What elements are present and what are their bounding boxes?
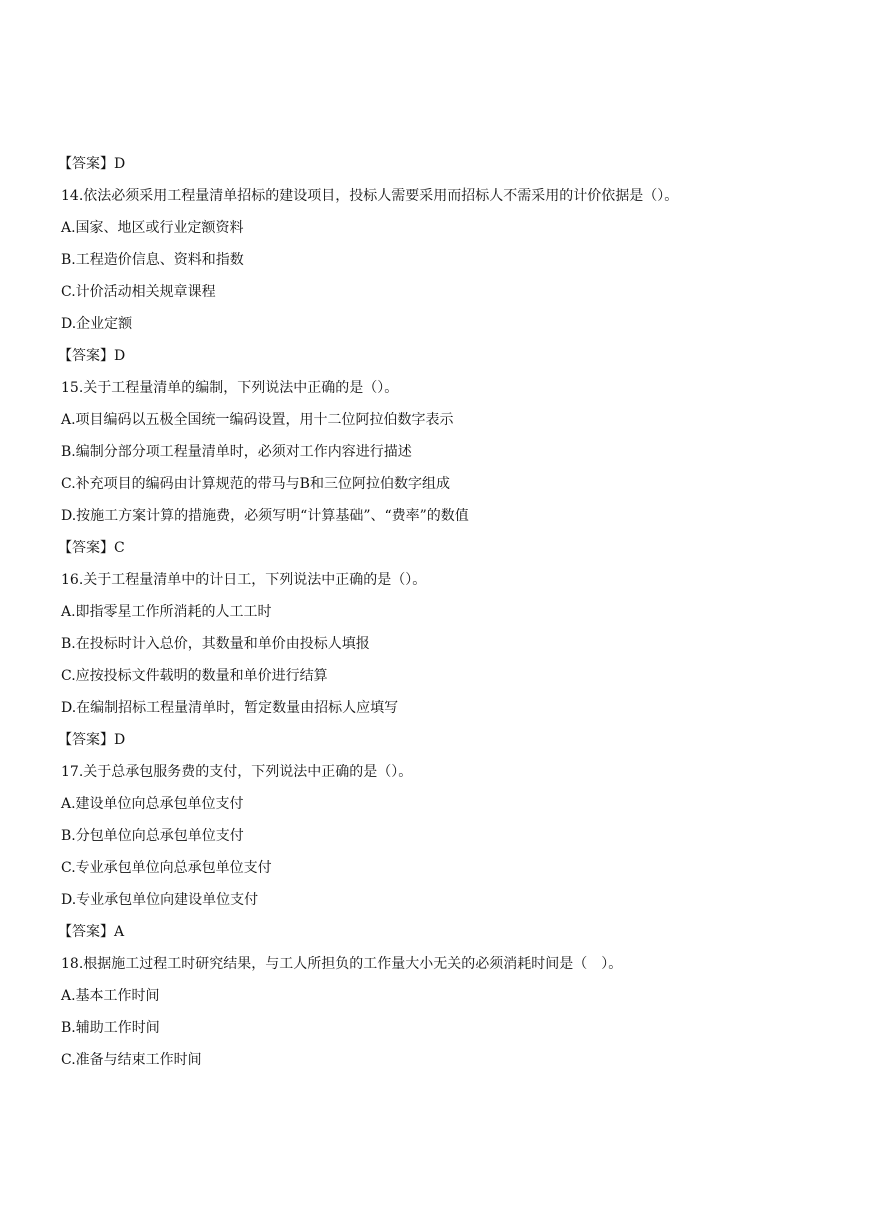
answer-line: 【答案】D bbox=[58, 732, 126, 748]
option-line: D.专业承包单位向建设单位支付 bbox=[61, 892, 259, 908]
option-line: A.即指零星工作所消耗的人工工时 bbox=[61, 604, 272, 620]
question-18: 18.根据施工过程工时研究结果，与工人所担负的工作量大小无关的必须消耗时间是（ ）。 bbox=[61, 956, 623, 972]
option-line: B.分包单位向总承包单位支付 bbox=[61, 828, 244, 844]
question-17: 17.关于总承包服务费的支付，下列说法中正确的是（）。 bbox=[61, 764, 413, 780]
option-line: D.按施工方案计算的措施费，必须写明“计算基础”、“费率”的数值 bbox=[61, 508, 469, 524]
option-line: B.工程造价信息、资料和指数 bbox=[61, 252, 244, 268]
answer-line: 【答案】D bbox=[58, 348, 126, 364]
option-line: C.计价活动相关规章课程 bbox=[61, 284, 216, 300]
option-line: C.补充项目的编码由计算规范的带马与B和三位阿拉伯数字组成 bbox=[61, 476, 450, 492]
option-line: B.编制分部分项工程量清单时，必须对工作内容进行描述 bbox=[61, 444, 412, 460]
option-line: C.准备与结束工作时间 bbox=[61, 1052, 202, 1068]
option-line: B.在投标时计入总价，其数量和单价由投标人填报 bbox=[61, 636, 370, 652]
option-line: B.辅助工作时间 bbox=[61, 1020, 160, 1036]
option-line: A.基本工作时间 bbox=[61, 988, 160, 1004]
answer-line: 【答案】C bbox=[58, 540, 125, 556]
option-line: D.企业定额 bbox=[61, 316, 133, 332]
answer-line: 【答案】A bbox=[58, 924, 125, 940]
question-16: 16.关于工程量清单中的计日工，下列说法中正确的是（）。 bbox=[61, 572, 427, 588]
answer-line: 【答案】D bbox=[58, 156, 126, 172]
question-15: 15.关于工程量清单的编制，下列说法中正确的是（）。 bbox=[61, 380, 399, 396]
option-line: C.专业承包单位向总承包单位支付 bbox=[61, 860, 272, 876]
option-line: C.应按投标文件载明的数量和单价进行结算 bbox=[61, 668, 328, 684]
option-line: D.在编制招标工程量清单时，暂定数量由招标人应填写 bbox=[61, 700, 399, 716]
option-line: A.项目编码以五极全国统一编码设置，用十二位阿拉伯数字表示 bbox=[61, 412, 454, 428]
question-14: 14.依法必须采用工程量清单招标的建设项目，投标人需要采用而招标人不需采用的计价依据是（）。 bbox=[61, 188, 679, 204]
option-line: A.建设单位向总承包单位支付 bbox=[61, 796, 244, 812]
option-line: A.国家、地区或行业定额资料 bbox=[61, 220, 244, 236]
